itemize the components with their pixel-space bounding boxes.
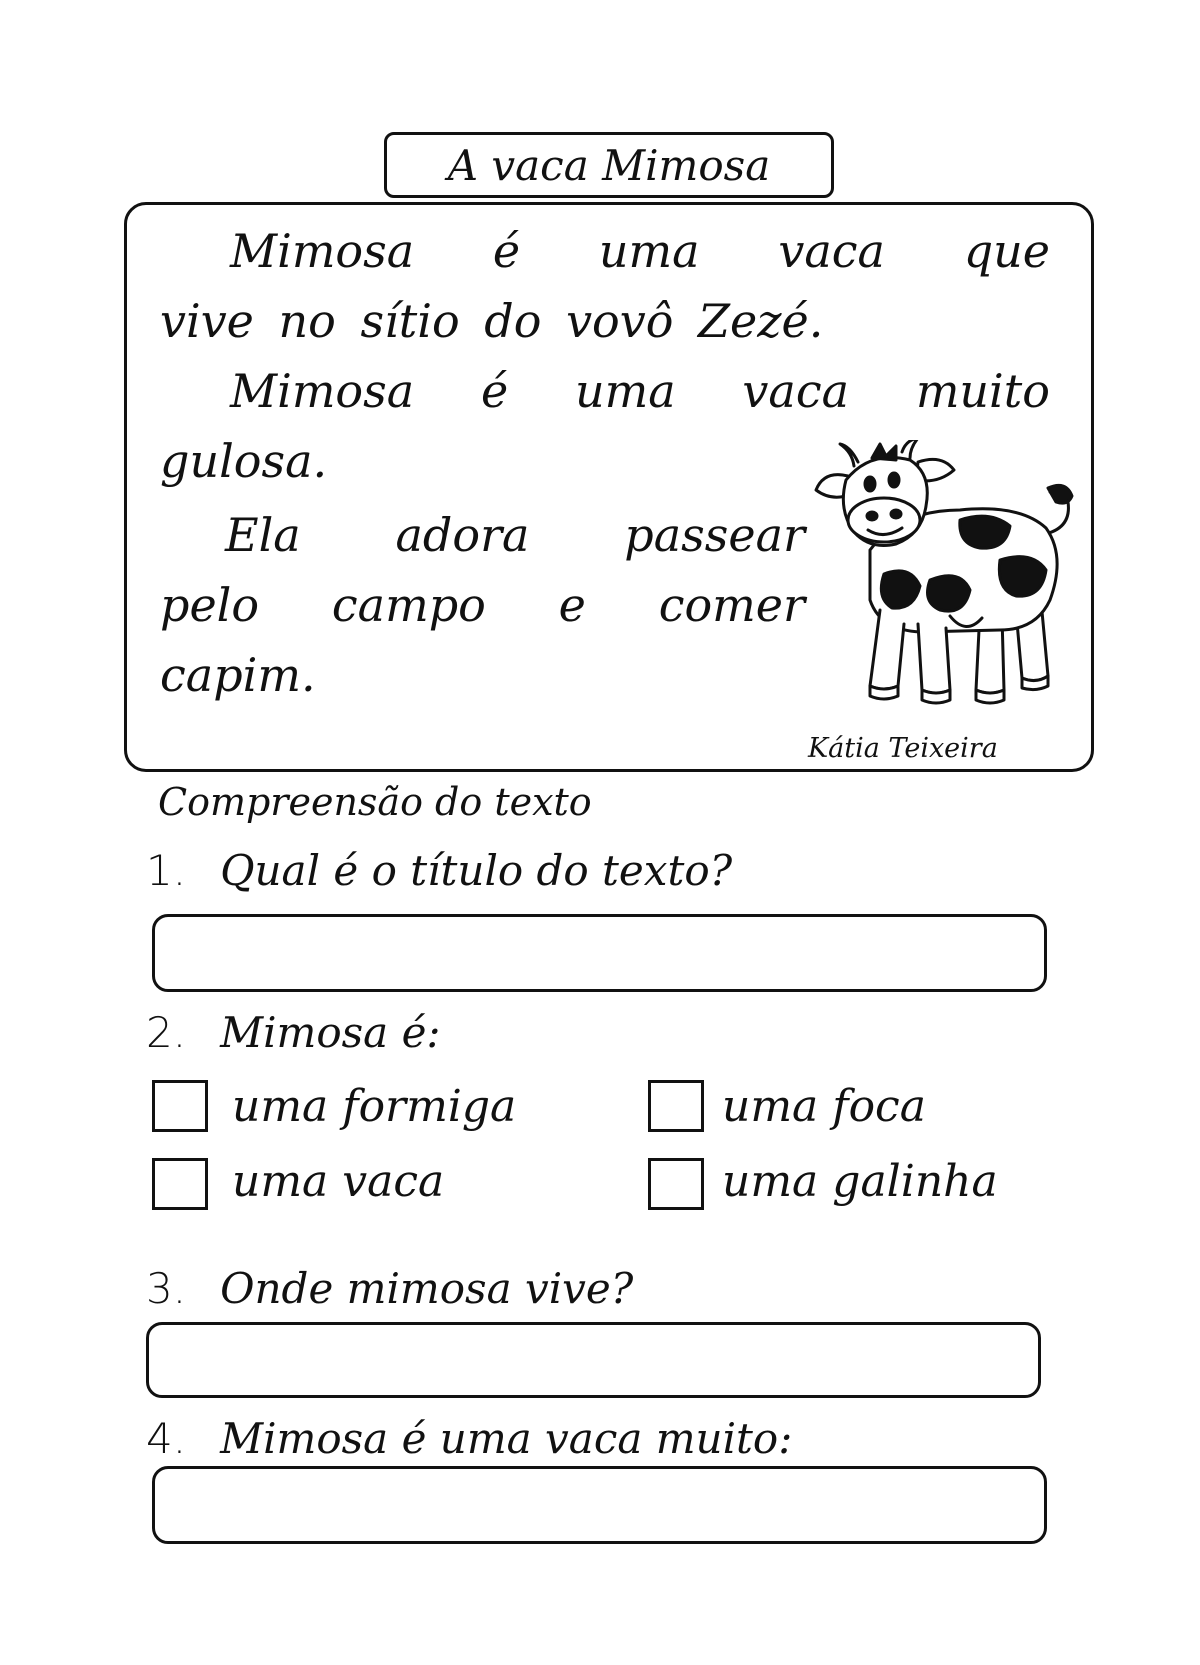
story-word: uma	[574, 364, 676, 418]
answer-box-3[interactable]	[146, 1322, 1041, 1398]
story-line-5	[225, 508, 805, 562]
author-credit: Kátia Teixeira	[808, 733, 998, 764]
comprehension-heading: Compreensão do texto	[158, 780, 592, 824]
story-word: muito	[915, 364, 1050, 418]
question-4	[146, 1414, 793, 1463]
answer-box-4[interactable]	[152, 1466, 1047, 1544]
story-word: Mimosa	[230, 364, 415, 418]
question-number: 2.	[146, 1008, 187, 1057]
question-number: 3.	[146, 1264, 187, 1313]
checkbox-option-1[interactable]	[152, 1080, 208, 1132]
worksheet-title	[384, 132, 834, 198]
story-word: é	[480, 364, 509, 418]
story-word: uma	[598, 224, 700, 278]
story-word: e	[558, 578, 586, 632]
story-line-4	[160, 434, 328, 488]
question-text: Mimosa é:	[220, 1008, 441, 1057]
cow-icon	[810, 440, 1080, 715]
option-label-2: uma foca	[722, 1081, 926, 1132]
story-word: comer	[658, 578, 805, 632]
question-text: Qual é o título do texto?	[220, 846, 733, 895]
question-2	[146, 1008, 441, 1057]
story-word: passear	[624, 508, 805, 562]
question-1	[146, 846, 733, 895]
story-word: é	[492, 224, 521, 278]
story-line-7	[160, 648, 316, 702]
option-label-3: uma vaca	[232, 1156, 445, 1207]
story-word: Mimosa	[230, 224, 415, 278]
checkbox-option-2[interactable]	[648, 1080, 704, 1132]
story-line-1	[230, 224, 1050, 278]
question-3	[146, 1264, 634, 1313]
question-number: 1.	[146, 846, 187, 895]
question-number: 4.	[146, 1414, 187, 1463]
worksheet-title-text: A vaca Mimosa	[447, 140, 771, 190]
story-text: vive no sítio do vovô Zezé.	[160, 294, 824, 348]
story-word: pelo	[160, 578, 260, 632]
story-word: campo	[331, 578, 486, 632]
question-text: Mimosa é uma vaca muito:	[220, 1414, 793, 1463]
checkbox-option-3[interactable]	[152, 1158, 208, 1210]
story-text: capim.	[160, 648, 316, 702]
story-word: vaca	[778, 224, 885, 278]
story-word: Ela	[225, 508, 301, 562]
checkbox-option-4[interactable]	[648, 1158, 704, 1210]
answer-box-1[interactable]	[152, 914, 1047, 992]
story-word: vaca	[742, 364, 850, 418]
story-text: gulosa.	[160, 434, 328, 488]
story-word: que	[963, 224, 1050, 278]
story-word: adora	[395, 508, 530, 562]
story-line-3	[230, 364, 1050, 418]
story-line-2	[160, 294, 824, 348]
option-label-4: uma galinha	[722, 1156, 998, 1207]
option-label-1: uma formiga	[232, 1081, 517, 1132]
story-line-6	[160, 578, 805, 632]
question-text: Onde mimosa vive?	[220, 1264, 634, 1313]
